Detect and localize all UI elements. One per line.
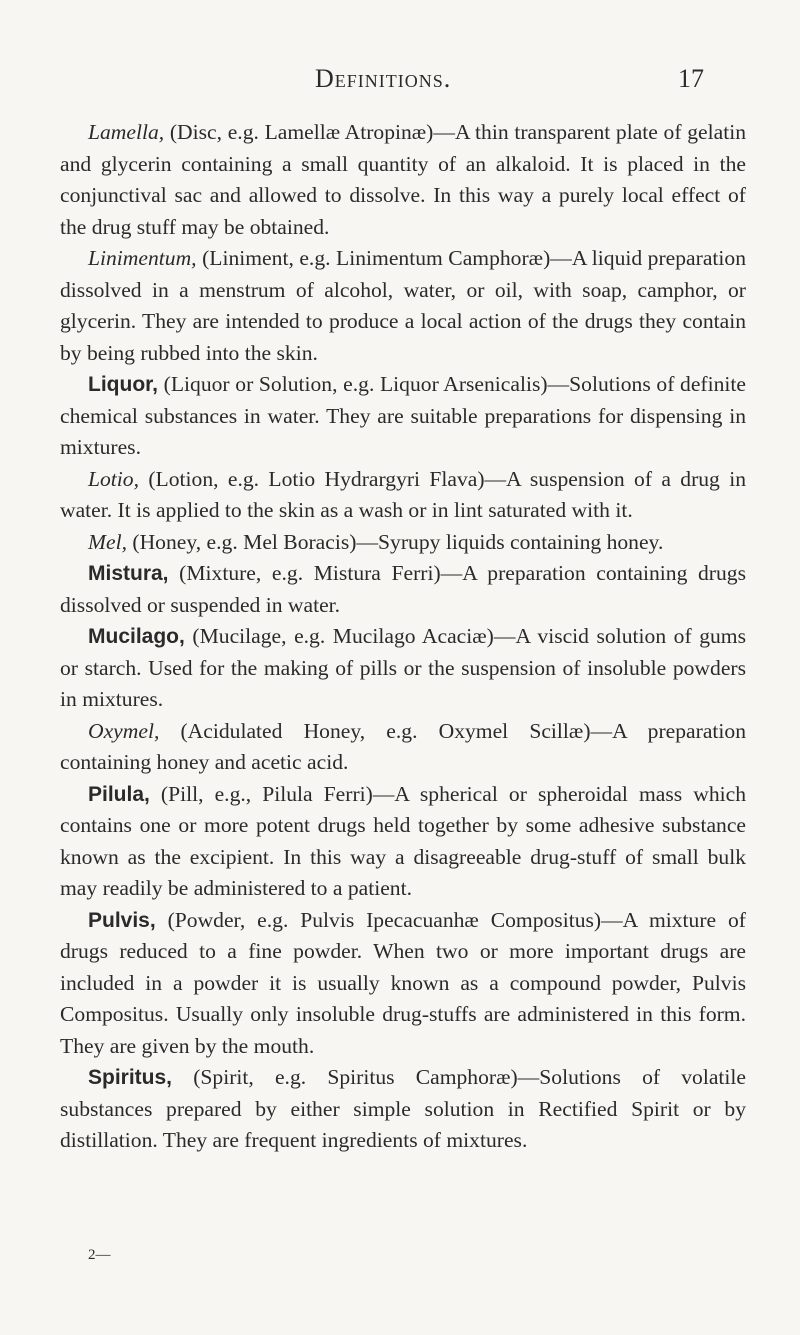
entry-term: Pulvis,: [88, 908, 156, 932]
page-header: [0, 64, 800, 104]
definition-liquor: [60, 369, 746, 464]
page-number: 17: [678, 64, 704, 93]
entry-text: (Liquor or Solution, e.g. Liquor Arsenicalis)—Solutions of definite chemical substances in water. They are suitable preparations for dispensing in mixtures.: [60, 372, 746, 459]
entry-text: (Spirit, e.g. Spiritus Camphoræ)—Solutions of volatile substances prepared by either simple solution in Rectified Spirit or by distillation. They are frequent ingredients of mixtures.: [60, 1065, 746, 1152]
definition-lotio: [60, 464, 746, 527]
entry-term: Liquor,: [88, 373, 158, 396]
definition-mel: [60, 527, 746, 559]
entry-text: (Disc, e.g. Lamellæ Atropinæ)—A thin transparent plate of gelatin and glycerin containing a small quantity of an alkaloid. It is placed in the conjunctival sac and allowed to dissolve. In this way a purely local effect of the drug stuff may be obtained.: [60, 120, 746, 239]
running-title: Definitions.: [315, 64, 452, 93]
entry-text: (Honey, e.g. Mel Boracis)—Syrupy liquids containing honey.: [126, 529, 664, 554]
entry-term: Oxymel,: [88, 718, 160, 743]
entry-text: (Lotion, e.g. Lotio Hydrargyri Flava)—A suspension of a drug in water. It is applied to the skin as a wash or in lint saturated with it.: [60, 466, 746, 522]
entry-term: Mel,: [88, 529, 127, 554]
entry-text: (Liniment, e.g. Linimentum Camphoræ)—A liquid preparation dissolved in a menstrum of alcohol, water, or oil, with soap, camphor, or glycerin. They are intended to produce a local action of the drugs they contain by being rubbed into the skin.: [60, 246, 746, 365]
definition-mucilago: [60, 621, 746, 716]
definition-mistura: [60, 558, 746, 621]
entry-text: (Pill, e.g., Pilula Ferri)—A spherical or spheroidal mass which contains one or more potent drugs held together by some adhesive substance known as the excipient. In this way a disagreeable drug-stuff of small bulk may readily be administered to a patient.: [60, 781, 746, 900]
entry-term: Mucilago,: [88, 625, 185, 648]
definition-oxymel: [60, 716, 746, 779]
entry-text: (Mucilage, e.g. Mucilago Acaciæ)—A viscid solution of gums or starch. Used for the making of pills or the suspension of insoluble powders in mixtures.: [60, 624, 746, 711]
definition-linimentum: [60, 243, 746, 369]
entry-text: (Mixture, e.g. Mistura Ferri)—A preparation containing drugs dissolved or suspended in water.: [60, 561, 746, 617]
entry-term: Mistura,: [88, 562, 169, 585]
definition-lamella: [60, 117, 746, 243]
entry-text: (Acidulated Honey, e.g. Oxymel Scillæ)—A preparation containing honey and acetic acid.: [60, 718, 746, 774]
entry-term: Linimentum,: [88, 246, 197, 270]
page-body: [60, 117, 746, 1157]
entry-term: Lamella,: [88, 120, 165, 144]
entry-term: Spiritus,: [88, 1066, 173, 1089]
definition-pilula: [60, 779, 746, 905]
entry-term: Lotio,: [88, 466, 140, 491]
definition-pulvis: [60, 905, 746, 1063]
definition-spiritus: [60, 1062, 746, 1157]
entry-text: (Powder, e.g. Pulvis Ipecacuanhæ Compositus)—A mixture of drugs reduced to a fine powder. When two or more important drugs are included in a powder it is usually known as a compound powder, Pulvis Compositus. Usually only insoluble drug-stuffs are administered in this form. They are given by the mouth.: [60, 907, 746, 1058]
entry-term: Pilula,: [88, 782, 150, 806]
signature-mark: 2—: [88, 1247, 111, 1263]
